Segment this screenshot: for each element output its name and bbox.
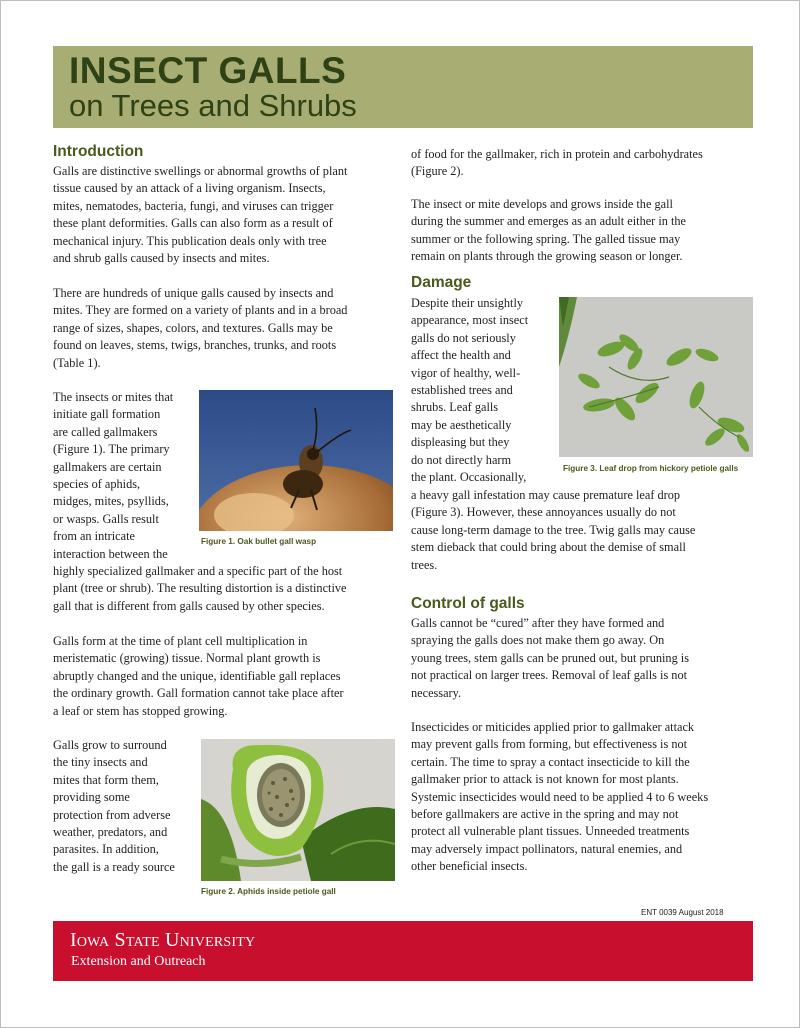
- damage-paragraph-wrap: [411, 295, 528, 486]
- text-line: The insects or mites that: [53, 390, 174, 404]
- control-paragraph-1: [411, 615, 689, 702]
- text-line: species of aphids,: [53, 476, 141, 491]
- right-continuation-2: [411, 196, 686, 266]
- text-line: cause long-term damage to the tree. Twig galls may cause: [411, 522, 696, 537]
- text-line: Galls grow to surround: [53, 738, 167, 752]
- text-line: Despite their unsightly: [411, 296, 524, 310]
- title-banner: [53, 46, 753, 128]
- text-line: (Figure 2).: [411, 164, 464, 179]
- university-name: Iowa State University: [70, 929, 256, 951]
- text-line: remain on plants through the growing season or longer.: [411, 249, 683, 264]
- text-line: the ordinary growth. Gall formation cannot take place after: [53, 686, 344, 701]
- text-line: young trees, stem galls can be pruned out, but pruning is: [411, 650, 689, 665]
- text-line: parasites. In addition,: [53, 842, 159, 857]
- intro-paragraph-3-full: [53, 563, 346, 615]
- text-line: are called gallmakers: [53, 424, 158, 439]
- extension-unit: Extension and Outreach: [71, 954, 206, 969]
- text-line: vigor of healthy, well-: [411, 365, 521, 380]
- figure-2-caption: Figure 2. Aphids inside petiole gall: [201, 887, 336, 896]
- text-line: stem dieback that could bring about the demise of small: [411, 540, 686, 555]
- text-line: (Figure 1). The primary: [53, 442, 170, 457]
- oak-bullet-gall-wasp-image: [199, 390, 393, 531]
- text-line: established trees and: [411, 382, 513, 397]
- right-continuation-1: [411, 146, 703, 181]
- document-title: INSECT GALLS: [69, 50, 347, 91]
- text-line: may adversely impact pollinators, natural enemies, and: [411, 841, 683, 856]
- figure-1-photo: [199, 390, 393, 531]
- text-line: protection from adverse: [53, 807, 171, 822]
- text-line: gallmaker prior to attack is not known for most plants.: [411, 772, 679, 787]
- text-line: the gall is a ready source: [53, 859, 175, 874]
- damage-paragraph-full: [411, 487, 695, 574]
- text-line: Galls cannot be “cured” after they have formed and: [411, 616, 665, 630]
- text-line: abruptly changed and the unique, identifiable gall replaces: [53, 668, 341, 683]
- text-line: other beneficial insects.: [411, 859, 528, 874]
- text-line: Systemic insecticides would need to be applied 4 to 6 weeks: [411, 789, 709, 804]
- text-line: appearance, most insect: [411, 313, 529, 328]
- text-line: the tiny insects and: [53, 755, 148, 770]
- text-line: summer or the following spring. The galled tissue may: [411, 231, 681, 246]
- text-line: affect the health and: [411, 348, 511, 363]
- text-line: Insecticides or miticides applied prior to gallmaker attack: [411, 720, 695, 734]
- control-heading: Control of galls: [411, 595, 525, 612]
- text-line: displeasing but they: [411, 435, 510, 450]
- text-line: found on leaves, stems, twigs, branches, trunks, and roots: [53, 338, 337, 353]
- text-line: shrubs. Leaf galls: [411, 400, 499, 415]
- document-subtitle: on Trees and Shrubs: [69, 88, 357, 123]
- intro-paragraph-5-wrap: [53, 737, 175, 876]
- text-line: weather, predators, and: [53, 824, 168, 839]
- text-line: a leaf or stem has stopped growing.: [53, 703, 228, 718]
- text-line: mechanical injury. This publication deals only with tree: [53, 233, 327, 248]
- text-line: during the summer and emerges as an adult either in the: [411, 214, 687, 229]
- text-line: Galls are distinctive swellings or abnormal growths of plant: [53, 164, 348, 178]
- text-line: a heavy gall infestation may cause premature leaf drop: [411, 488, 681, 502]
- text-line: initiate gall formation: [53, 407, 161, 422]
- text-line: not practical on larger trees. Removal of leaf galls is not: [411, 668, 688, 683]
- text-line: may prevent galls from forming, but effectiveness is not: [411, 737, 688, 752]
- introduction-heading: Introduction: [53, 143, 144, 160]
- text-line: mites that form them,: [53, 772, 159, 787]
- text-line: trees.: [411, 557, 438, 572]
- intro-paragraph-1: [53, 163, 347, 267]
- figure-2-photo: [201, 739, 395, 881]
- text-line: gall that is different from galls caused by other species.: [53, 598, 325, 613]
- text-line: galls do not seriously: [411, 330, 516, 345]
- text-line: gallmakers are certain: [53, 459, 162, 474]
- text-line: mites. They are formed on a variety of plants and in a broad: [53, 303, 348, 318]
- text-line: may be aesthetically: [411, 417, 512, 432]
- intro-paragraph-3-wrap: [53, 389, 173, 563]
- text-line: range of sizes, shapes, colors, and textures. Galls may be: [53, 320, 333, 335]
- text-line: certain. The time to spray a contact insecticide to kill the: [411, 754, 690, 769]
- figure-3-photo: [559, 297, 753, 457]
- text-line: plant (tree or shrub). The resulting distortion is a distinctive: [53, 581, 347, 596]
- damage-heading: Damage: [411, 274, 472, 291]
- text-line: from an intricate: [53, 529, 135, 544]
- footer-banner: [53, 921, 753, 981]
- text-line: of food for the gallmaker, rich in protein and carbohydrates: [411, 147, 703, 161]
- document-id: ENT 0039 August 2018: [641, 908, 724, 917]
- text-line: (Table 1).: [53, 355, 101, 370]
- text-line: providing some: [53, 790, 130, 805]
- text-line: interaction between the: [53, 546, 168, 561]
- text-line: The insect or mite develops and grows inside the gall: [411, 197, 673, 211]
- text-line: or wasps. Galls result: [53, 511, 159, 526]
- aphids-petiole-gall-image: [201, 739, 395, 881]
- control-paragraph-2: [411, 719, 708, 876]
- text-line: do not directly harm: [411, 452, 512, 467]
- figure-3-caption: Figure 3. Leaf drop from hickory petiole galls: [563, 464, 739, 473]
- text-line: tissue caused by an attack of a living organism. Insects,: [53, 181, 326, 196]
- text-line: There are hundreds of unique galls caused by insects and: [53, 286, 334, 300]
- hickory-leaf-drop-image: [559, 297, 753, 457]
- text-line: protect all vulnerable plant tissues. Unneeded treatments: [411, 824, 690, 839]
- text-line: highly specialized gallmaker and a specific part of the host: [53, 564, 343, 578]
- intro-paragraph-4: [53, 633, 344, 720]
- figure-1-caption: Figure 1. Oak bullet gall wasp: [201, 537, 317, 546]
- text-line: mites, nematodes, bacteria, fungi, and viruses can trigger: [53, 198, 334, 213]
- text-line: (Figure 3). However, these annoyances usually do not: [411, 505, 676, 520]
- text-line: necessary.: [411, 685, 462, 700]
- text-line: meristematic (growing) tissue. Normal plant growth is: [53, 651, 321, 666]
- text-line: midges, mites, psyllids,: [53, 494, 169, 509]
- intro-paragraph-2: [53, 285, 347, 372]
- text-line: these plant deformities. Galls can also form as a result of: [53, 216, 333, 231]
- text-line: spraying the galls does not make them go away. On: [411, 633, 665, 648]
- text-line: and shrub galls caused by insects and mites.: [53, 250, 270, 265]
- text-line: Galls form at the time of plant cell multiplication in: [53, 634, 308, 648]
- text-line: the plant. Occasionally,: [411, 469, 527, 484]
- text-line: before gallmakers are active in the spring and may not: [411, 806, 679, 821]
